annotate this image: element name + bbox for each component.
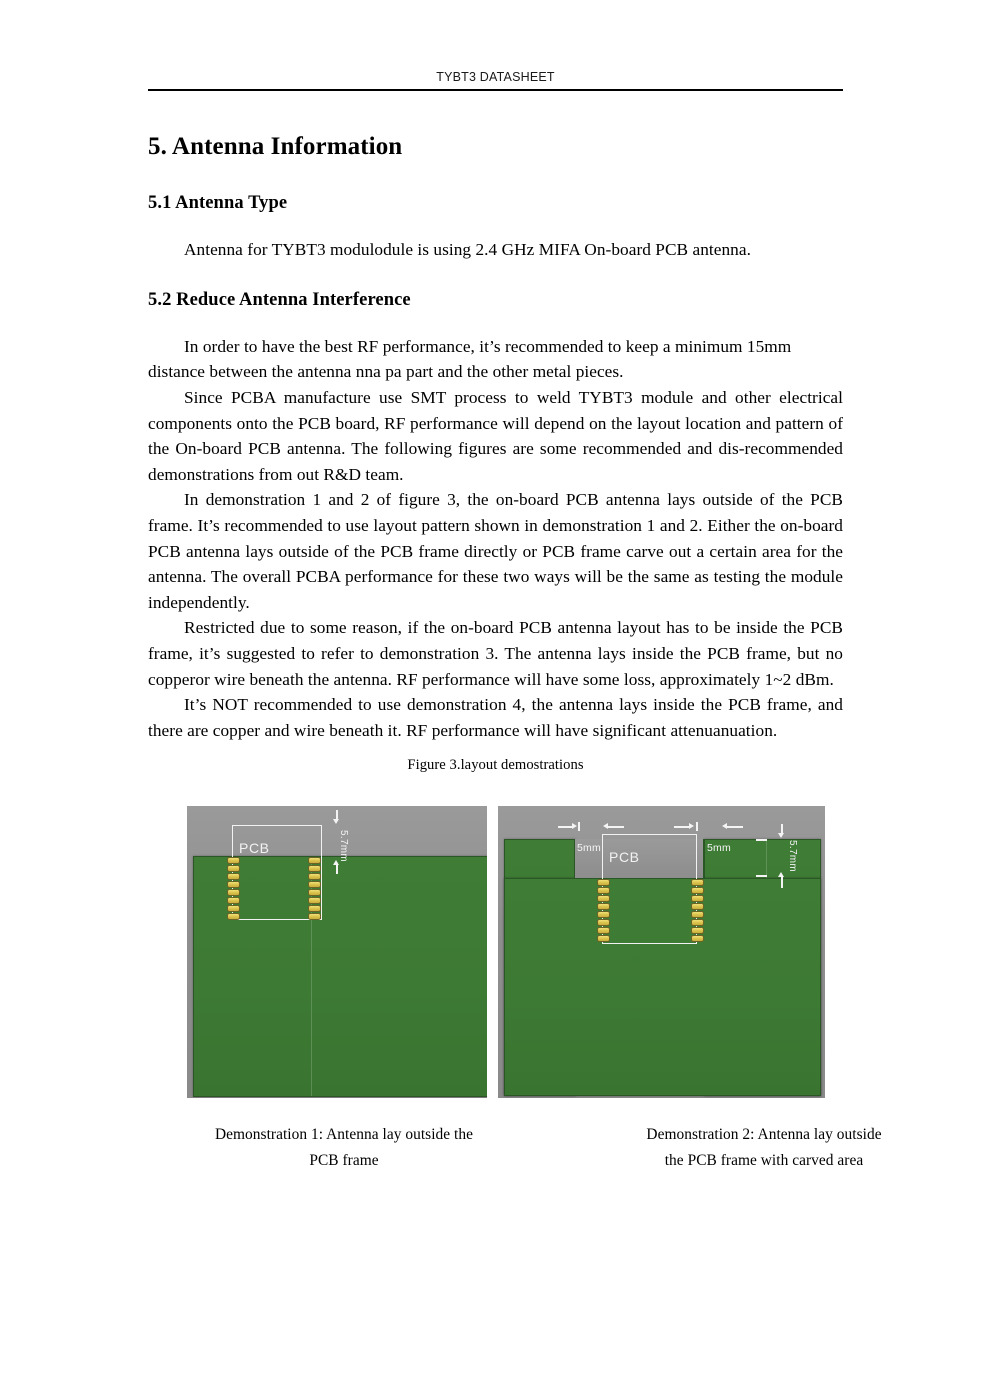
header-title: TYBT3 DATASHEET [436,70,555,84]
demo-2-dimension-line-lower [781,877,783,888]
pad [227,905,240,912]
demo-2-dim-left-line-outer [558,826,573,828]
pad [308,881,321,888]
pad [308,897,321,904]
demo-1-module-label: PCB [239,840,270,856]
demo-2-arrow-right-icon [572,823,577,829]
demonstration-1-image [187,806,487,1098]
pad [597,919,610,926]
demo-2-pad-column-right [691,879,704,942]
pad [308,873,321,880]
pad [691,919,704,926]
paragraph-demonstration-1-2: In demonstration 1 and 2 of figure 3, the on-board PCB antenna lays outside of the PCB frame. It’s recommended to use layout pattern shown in demonstration 1 and 2. Either the on-board PCB antenna lays outside of the PCB frame directly or PCB frame carve out a certain area for the antenna. The overall PCBA performance for these two ways will be the same as testing the module independently. [148,490,843,612]
demo-2-arrow-right-icon-inner [689,823,694,829]
pad [597,879,610,886]
pad [308,905,321,912]
demo-2-dim-right-line-outer [727,826,743,828]
pad [308,865,321,872]
pad [597,927,610,934]
demonstration-2-image [498,806,825,1098]
spacer [148,215,843,237]
figure-3-images [0,806,990,1106]
demo-2-module-label: PCB [609,849,640,865]
pad [227,897,240,904]
subsection-heading-antenna-type: 5.1 Antenna Type [148,193,288,213]
demo-1-arrow-down-icon [333,819,339,824]
demonstration-2-caption [564,1122,964,1174]
demo-2-dim-left-line-inner [608,826,624,828]
pad [227,913,240,920]
pad [691,935,704,942]
demonstration-captions [0,1122,990,1174]
subsection-heading-reduce-interference: 5.2 Reduce Antenna Interference [148,289,411,310]
pad [597,935,610,942]
demo-1-pad-column-left [227,857,240,920]
demo-1-caption-line-2: PCB frame [309,1152,379,1169]
demo-1-dimension-label-vertical: 5.7mm [338,830,349,863]
paragraph-antenna-type: Antenna for TYBT3 modulodule is using 2.4 GHz MIFA On-board PCB antenna. [184,240,751,260]
pad [691,887,704,894]
pad [691,895,704,902]
pad [691,903,704,910]
figure-caption: Figure 3.layout demostrations [407,757,584,774]
pad [597,887,610,894]
demo-2-dimension-label-right: 5mm [707,842,731,854]
pad [308,857,321,864]
demo-1-pad-column-right [308,857,321,920]
demo-2-arrow-down-icon [778,833,784,838]
pad [227,873,240,880]
spacer [148,162,843,192]
spacer [148,312,843,334]
page-header [148,68,843,86]
pad [597,903,610,910]
pad [597,895,610,902]
demo-2-dim-right-line-inner [674,826,690,828]
demo-2-caption-line-1: Demonstration 2: Antenna lay outside [646,1126,882,1143]
pad [597,911,610,918]
demo-2-dimension-label-vertical: 5.7mm [787,840,798,873]
spacer [148,263,843,289]
pad [691,911,704,918]
pad [308,913,321,920]
pad [308,889,321,896]
pad [227,857,240,864]
demonstration-1-caption [134,1122,554,1174]
paragraph-demonstration-3: Restricted due to some reason, if the on-board PCB antenna layout has to be inside the PCB frame, it’s suggested to refer to demonstration 3. The antenna lays inside the PCB frame, but no copperor wire beneath the antenna. RF performance will have some loss, approximately 1~2 dBm. [148,618,843,689]
document-content [148,120,843,774]
pad [227,881,240,888]
paragraph-pcba-manufacture: Since PCBA manufacture use SMT process to weld TYBT3 module and other electrical components onto the PCB board, RF performance will depend on the layout location and pattern of the On-board PCB antenna. The following figures are some recommended and dis-recommended demonstrations from out R&D team. [148,388,843,484]
paragraph-demonstration-4: It’s NOT recommended to use demonstration 4, the antenna lays inside the PCB frame, and there are copper and wire beneath it. RF performance will have significant attenuanuation. [148,695,843,740]
demo-2-caption-line-2: the PCB frame with carved area [664,1152,864,1169]
demo-2-dim-left-stop [578,822,580,831]
demo-2-pad-column-left [597,879,610,942]
page-title: 5. Antenna Information [148,133,403,160]
pad [691,927,704,934]
pad [227,865,240,872]
demo-1-caption-line-1: Demonstration 1: Antenna lay outside the [214,1126,474,1143]
demo-1-dimension-line-lower [336,865,338,874]
paragraph-minimum-distance: In order to have the best RF performance, it’s recommended to keep a minimum 15mm distance between the antenna nna pa part and the other metal pieces. [148,336,792,382]
demo-2-dim-right-stop [696,822,698,831]
pad [691,879,704,886]
demo-2-extension-tick-upper [756,839,767,841]
demo-2-extension-tick-lower [756,875,767,877]
demo-2-dimension-label-left: 5mm [577,842,601,854]
pad [227,889,240,896]
header-divider [148,89,843,91]
